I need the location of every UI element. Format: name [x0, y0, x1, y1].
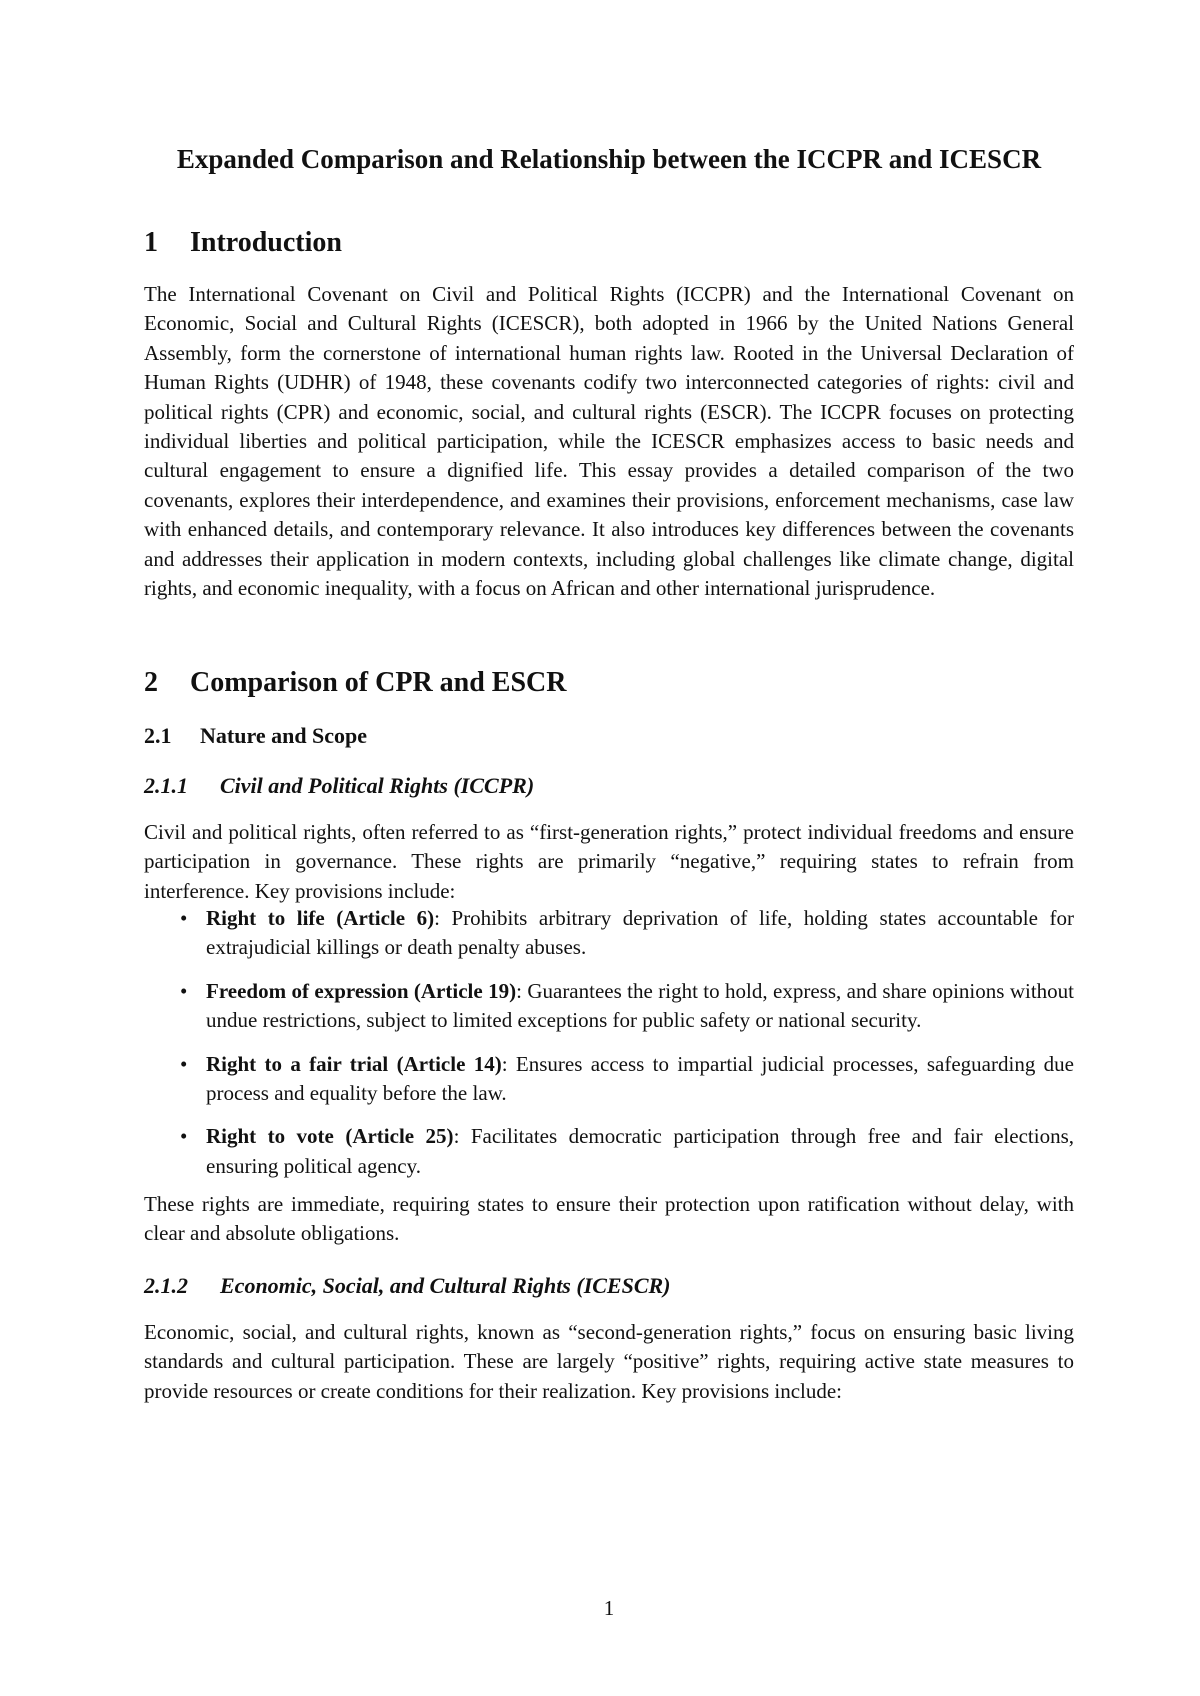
iccpr-provisions-list [144, 904, 1074, 1195]
section-title: Comparison of CPR and ESCR [190, 667, 567, 698]
subsection-number: 2.1 [144, 723, 172, 748]
subsection-title: Nature and Scope [200, 723, 368, 748]
icescr-paragraph: Economic, social, and cultural rights, known as “second-generation rights,” focus on ensuring basic living standards and cultural participation. These are largely “positive” rights, requiring active state measures to provide resources or create conditions for their realization. Key provisions include: [144, 1320, 1074, 1403]
provision-text: : Ensures access to impartial judicial processes, safeguarding due process and equality before the law. [206, 1051, 1074, 1106]
subsubsection-title: Economic, Social, and Cultural Rights (ICESCR) [220, 1273, 671, 1298]
provision-text: : Prohibits arbitrary deprivation of life, holding states accountable for extrajudicial killings or death penalty abuses. [206, 906, 1074, 960]
subsection-heading-nature-scope [144, 722, 367, 750]
page-number: 1 [603, 1596, 615, 1620]
section-heading-comparison [144, 666, 567, 700]
introduction-paragraph: The International Covenant on Civil and Political Rights (ICCPR) and the International Covenant on Economic, Social and Cultural Rights (ICESCR), both adopted in 1966 by the United Nations General Assembly, form the cornerstone of international human rights law. Rooted in the Universal Declaration of Human Rights (UDHR) of 1948, these covenants codify two interconnected categories of rights: civil and political rights (CPR) and economic, social, and cultural rights (ESCR). The ICCPR focuses on protecting individual liberties and political participation, while the ICESCR emphasizes access to basic needs and cultural engagement to ensure a dignified life. This essay provides a detailed comparison of the two covenants, explores their interdependence, and examines their provisions, enforcement mechanisms, case law with enhanced details, and contemporary relevance. It also introduces key differences between the covenants and addresses their application in modern contexts, including global challenges like climate change, digital rights, and economic inequality, with a focus on African and other international jurisprudence. [144, 282, 1074, 601]
provision-term: Freedom of expression (Article 19) [206, 978, 517, 1003]
bullet-icon: • [180, 1051, 188, 1076]
list-item [144, 977, 1074, 1036]
subsubsection-heading-icescr [144, 1272, 671, 1300]
section-number: 1 [144, 227, 158, 258]
subsubsection-number: 2.1.2 [144, 1273, 188, 1298]
subsubsection-title: Civil and Political Rights (ICCPR) [220, 773, 535, 798]
section-number: 2 [144, 667, 158, 698]
provision-text: : Guarantees the right to hold, express, and share opinions without undue restrictions, subject to limited exceptions for public safety or national security. [206, 978, 1074, 1033]
provision-term: Right to vote (Article 25) [206, 1124, 454, 1149]
iccpr-paragraph: Civil and political rights, often referred to as “first-generation rights,” protect individual freedoms and ensure participation in governance. These rights are primarily “negative,” requiring states to refrain from interference. Key provisions include: [144, 820, 1074, 903]
section-heading-introduction [144, 226, 342, 260]
section-title: Introduction [190, 227, 342, 258]
document-title: Expanded Comparison and Relationship between the ICCPR and ICESCR [176, 144, 1042, 174]
provision-term: Right to life (Article 6) [206, 906, 435, 930]
list-item [144, 1050, 1074, 1109]
list-item [144, 1122, 1074, 1181]
bullet-icon: • [180, 1124, 188, 1149]
subsubsection-heading-iccpr [144, 772, 534, 800]
provision-text: : Facilitates democratic participation through free and fair elections, ensuring political agency. [206, 1124, 1075, 1178]
bullet-icon: • [180, 906, 188, 930]
iccpr-closing-paragraph: These rights are immediate, requiring states to ensure their protection upon ratification without delay, with clear and absolute obligations. [144, 1192, 1074, 1246]
subsubsection-number: 2.1.1 [144, 773, 188, 798]
provision-term: Right to a fair trial (Article 14) [206, 1051, 502, 1076]
bullet-icon: • [180, 978, 188, 1003]
list-item [144, 904, 1074, 963]
